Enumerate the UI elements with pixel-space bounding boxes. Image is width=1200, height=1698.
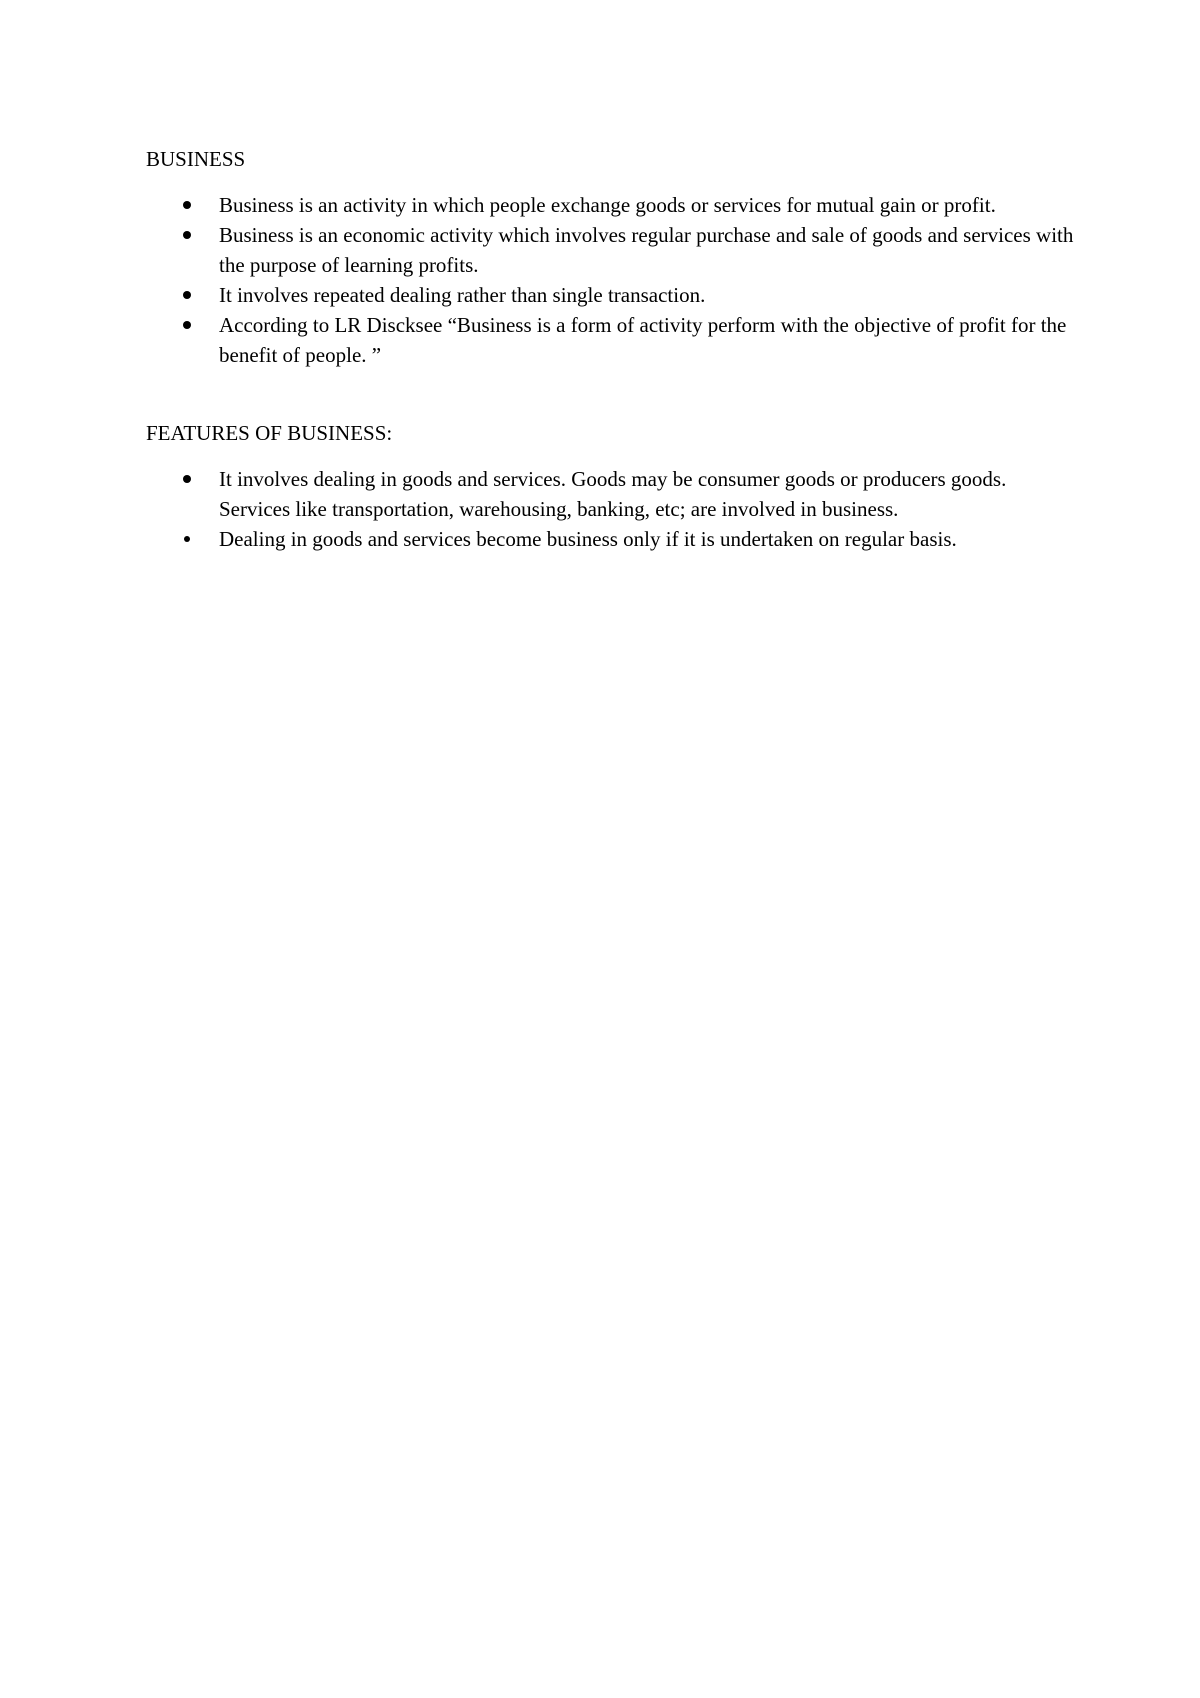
bullet-icon (183, 321, 191, 329)
list-item-text: Dealing in goods and services become business only if it is undertaken on regular basis. (219, 527, 957, 551)
business-definition-list (146, 190, 1076, 370)
list-item (146, 464, 1076, 524)
list-item-text: It involves repeated dealing rather than single transaction. (219, 283, 706, 307)
list-item (146, 220, 1076, 280)
list-item (146, 524, 1076, 554)
business-features-list (146, 464, 1076, 554)
bullet-icon (183, 231, 191, 239)
bullet-icon (184, 536, 190, 542)
list-item-text: According to LR Discksee “Business is a form of activity perform with the objective of profit for the benefit of people. ” (219, 313, 1067, 367)
bullet-icon (183, 475, 191, 483)
section-heading-business: BUSINESS (146, 147, 246, 171)
list-item-text: Business is an economic activity which involves regular purchase and sale of goods and services with the purpose of learning profits. (219, 223, 1074, 277)
bullet-icon (183, 201, 191, 209)
section-heading-features: FEATURES OF BUSINESS: (146, 421, 393, 445)
list-item-text: Business is an activity in which people exchange goods or services for mutual gain or profit. (219, 193, 996, 217)
list-item-text: It involves dealing in goods and services. Goods may be consumer goods or producers goods. Services like transportation, warehousing, banking, etc; are involved in business. (219, 467, 1007, 521)
list-item (146, 190, 1076, 220)
bullet-icon (183, 291, 191, 299)
list-item (146, 310, 1076, 370)
list-item (146, 280, 1076, 310)
